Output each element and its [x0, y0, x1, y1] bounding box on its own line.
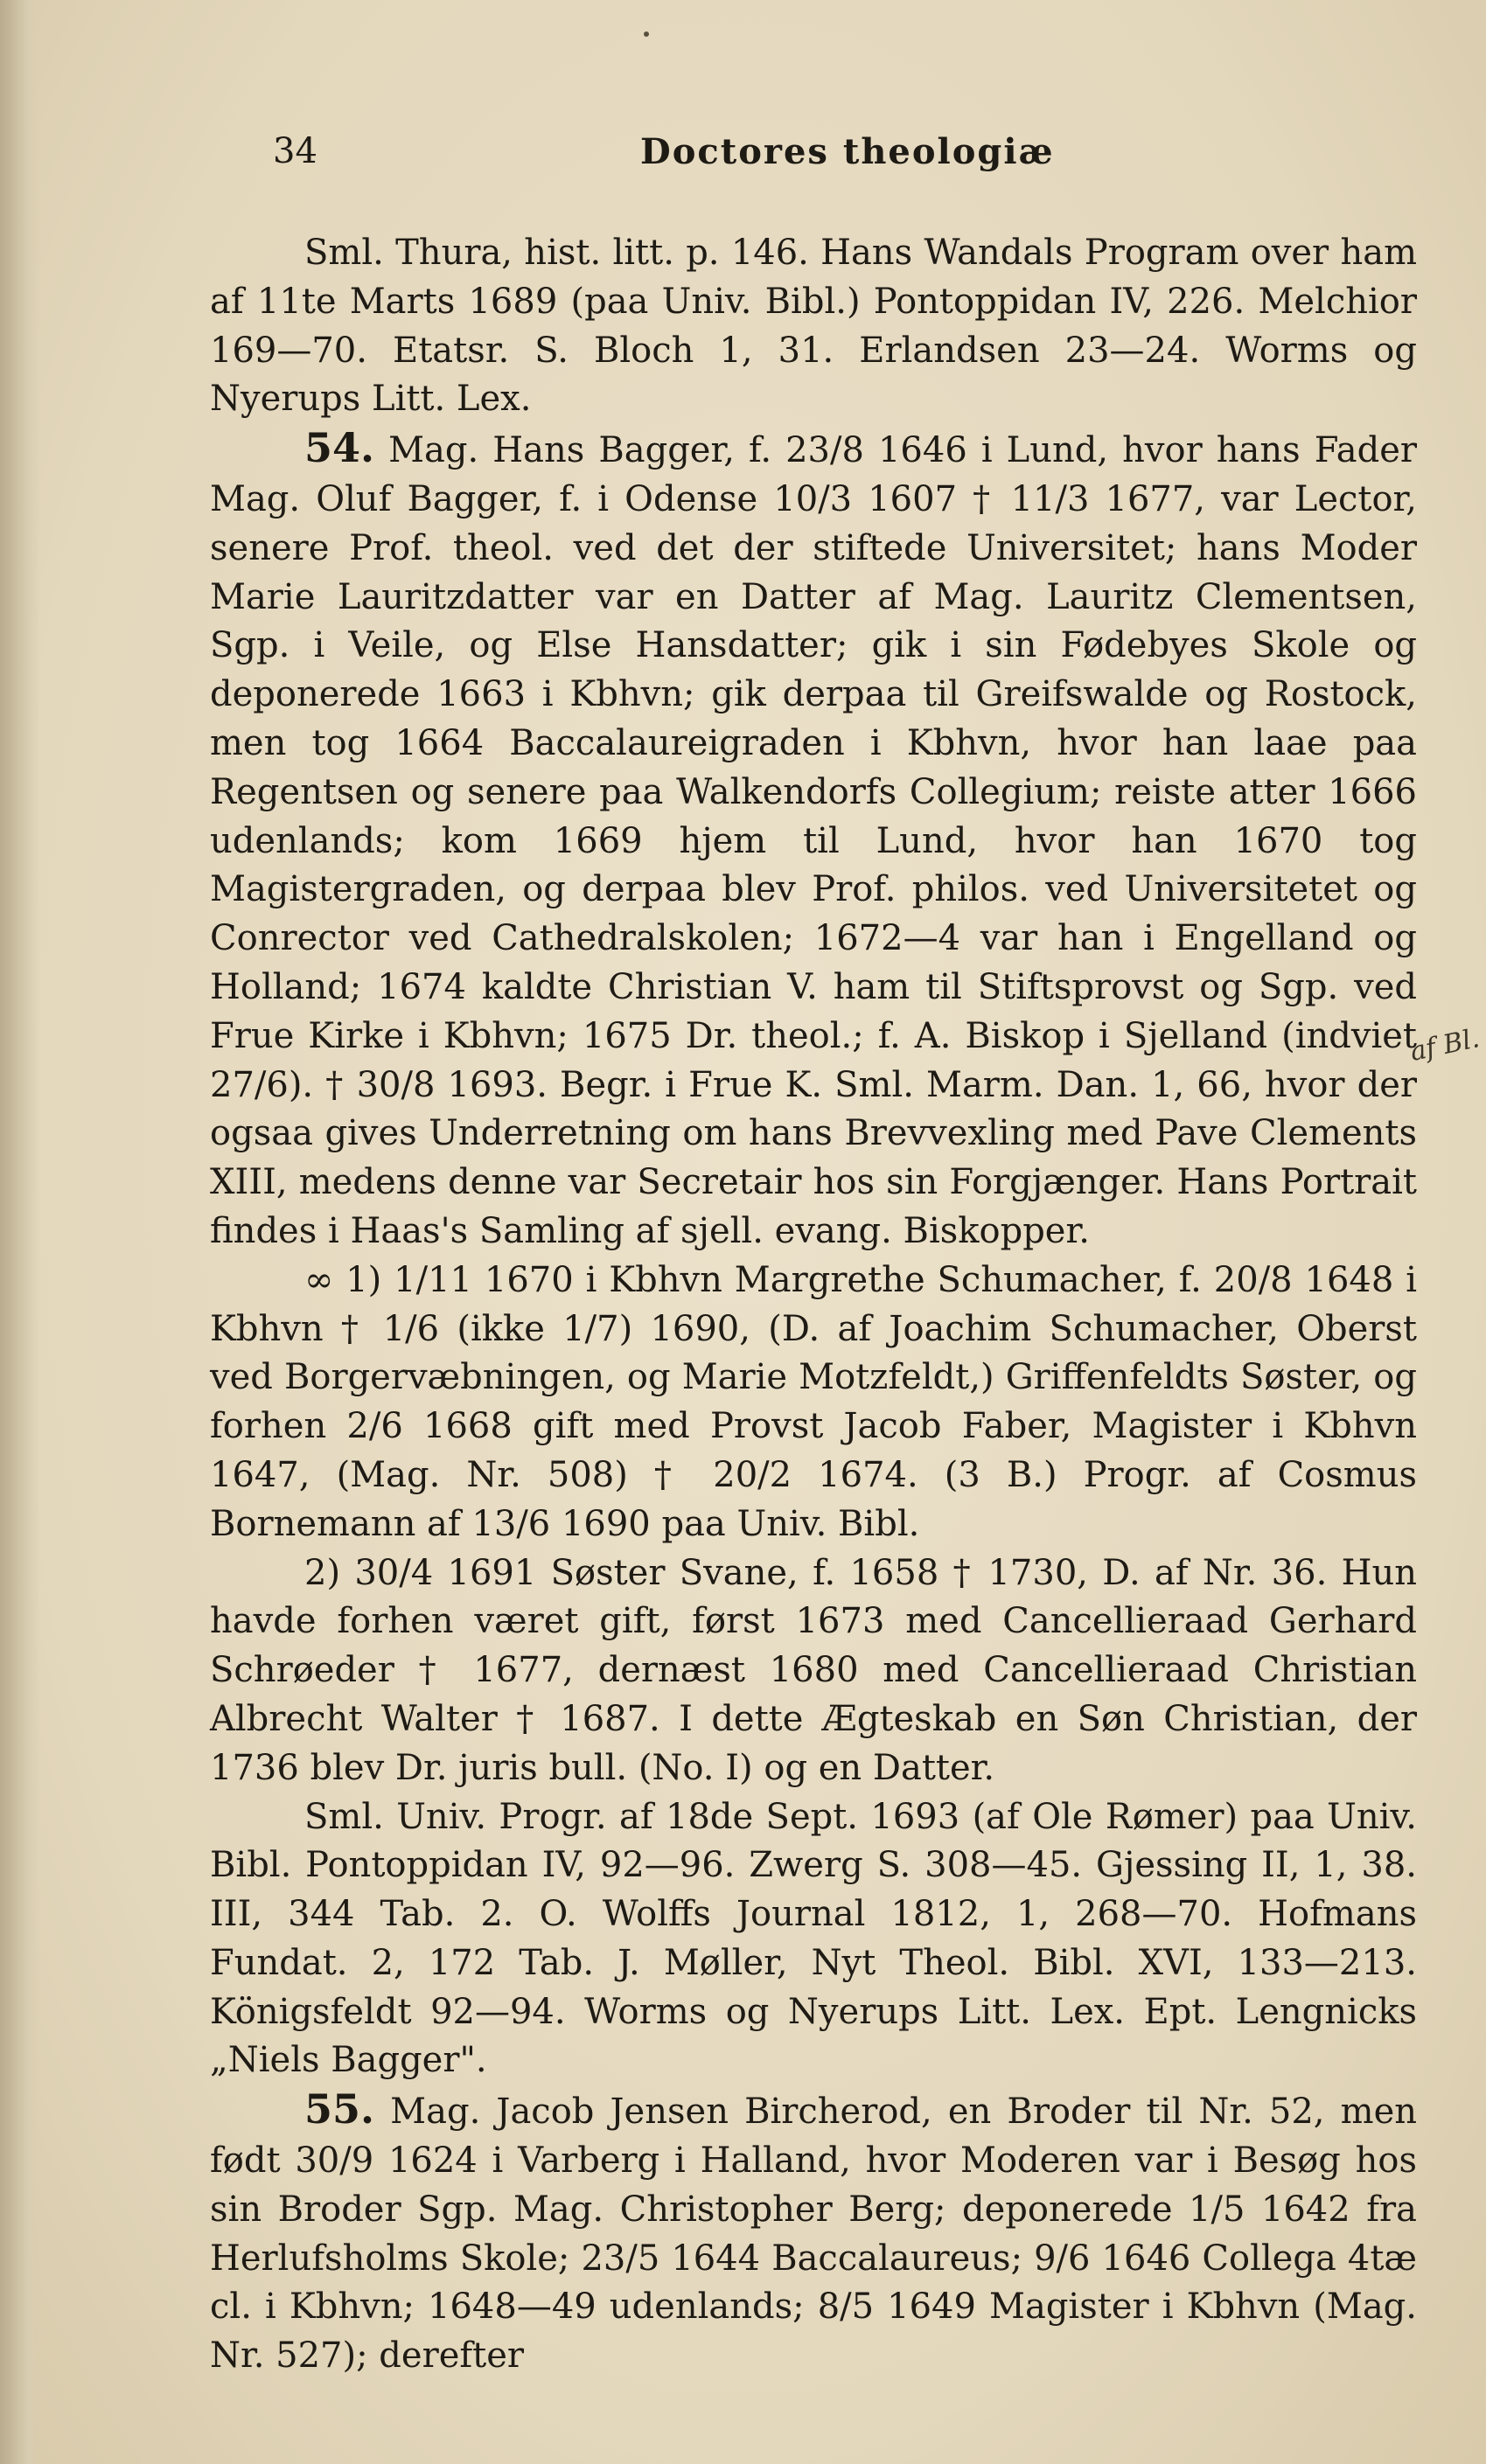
- book-gutter-shadow: [0, 0, 40, 2464]
- entry-55: [210, 2085, 1417, 2381]
- paragraph-sources-54: [210, 1793, 1417, 2086]
- paragraph-marriage-2: [210, 1549, 1417, 1793]
- entry-text: Mag. Jacob Jensen Bircherod, en Broder til Nr. 52, men født 30/9 1624 i Varberg i Halland, hvor Moderen var i Besøg hos sin Broder Sgp. Mag. Christopher Berg; deponerede 1/5 1642 fra Herlufsholms Skole; 23/5 1644 Baccalaureus; 9/6 1646 Collega 4tæ cl. i Kbhvn; 1648—49 udenlands; 8/5 1649 Magister i Kbhvn (Mag. Nr. 527); derefter: [210, 2092, 1418, 2377]
- paragraph-sources-53: [210, 229, 1417, 424]
- ink-speck: [644, 31, 649, 37]
- paragraph-marriage-1: [210, 1256, 1417, 1549]
- page-header: [273, 131, 1407, 184]
- page-number: 34: [273, 131, 317, 171]
- paragraph-text: ∞ 1) 1/11 1670 i Kbhvn Margrethe Schumacher, f. 20/8 1648 i Kbhvn † 1/6 (ikke 1/7) 1690, (D. af Joachim Schumacher, Oberst ved Borgervæbningen, og Marie Motzfeldt,) Griffenfeldts Søster, og forhen 2/6 1668 gift med Provst Jacob Faber, Magister i Kbhvn 1647, (Mag. Nr. 508) † 20/2 1674. (3 B.) Progr. af Cosmus Bornemann af 13/6 1690 paa Univ. Bibl.: [210, 1259, 1417, 1544]
- body-text: [210, 229, 1417, 2381]
- entry-number: 55.: [304, 2085, 375, 2133]
- paragraph-text: Sml. Thura, hist. litt. p. 146. Hans Wandals Program over ham af 11te Marts 1689 (paa Univ. Bibl.) Pontoppidan IV, 226. Melchior 169—70. Etatsr. S. Bloch 1, 31. Erlandsen 23—24. Worms og Nyerups Litt. Lex.: [210, 233, 1417, 420]
- entry-54: [210, 424, 1417, 1256]
- paragraph-text: 2) 30/4 1691 Søster Svane, f. 1658 † 1730, D. af Nr. 36. Hun havde forhen været gift, først 1673 med Cancellieraad Gerhard Schrøeder † 1677, dernæst 1680 med Cancellieraad Christian Albrecht Walter † 1687. I dette Ægteskab en Søn Christian, der 1736 blev Dr. juris bull. (No. I) og en Datter.: [210, 1552, 1417, 1788]
- entry-number: 54.: [304, 424, 375, 472]
- running-title: Doctores theologiæ: [640, 131, 1055, 172]
- paragraph-text: Sml. Univ. Progr. af 18de Sept. 1693 (af Ole Rømer) paa Univ. Bibl. Pontoppidan IV, 92—96. Zwerg S. 308—45. Gjessing II, 1, 38. III, 344 Tab. 2. O. Wolffs Journal 1812, 1, 268—70. Hofmans Fundat. 2, 172 Tab. J. Møller, Nyt Theol. Bibl. XVI, 133—213. Königsfeldt 92—94. Worms og Nyerups Litt. Lex. Ept. Lengnicks „Niels Bagger".: [210, 1796, 1417, 2081]
- handwritten-margin-note: af Bl.: [1407, 1023, 1483, 1068]
- entry-text: Mag. Hans Bagger, f. 23/8 1646 i Lund, hvor hans Fader Mag. Oluf Bagger, f. i Odense 10/3 1607 † 11/3 1677, var Lector, senere Prof. theol. ved det der stiftede Universitet; hans Moder Marie Lauritzdatter var en Datter af Mag. Lauritz Clementsen, Sgp. i Veile, og Else Hansdatter; gik i sin Fødebyes Skole og deponerede 1663 i Kbhvn; gik derpaa til Greifswalde og Rostock, men tog 1664 Baccalaureigraden i Kbhvn, hvor han laae paa Regentsen og senere paa Walkendorfs Collegium; reiste atter 1666 udenlands; kom 1669 hjem til Lund, hvor han 1670 tog Magistergraden, og derpaa blev Prof. philos. ved Universitetet og Conrector ved Cathedralskolen; 1672—4 var han i Engelland og Holland; 1674 kaldte Christian V. ham til Stiftsprovst og Sgp. ved Frue Kirke i Kbhvn; 1675 Dr. theol.; f. A. Biskop i Sjelland (indviet 27/6). † 30/8 1693. Begr. i Frue K. Sml. Marm. Dan. 1, 66, hvor der ogsaa gives Underretning om hans Brevvexling med Pave Clements XIII, medens denne var Secretair hos sin Forgjænger. Hans Portrait findes i Haas's Samling af sjell. evang. Biskopper.: [210, 430, 1417, 1251]
